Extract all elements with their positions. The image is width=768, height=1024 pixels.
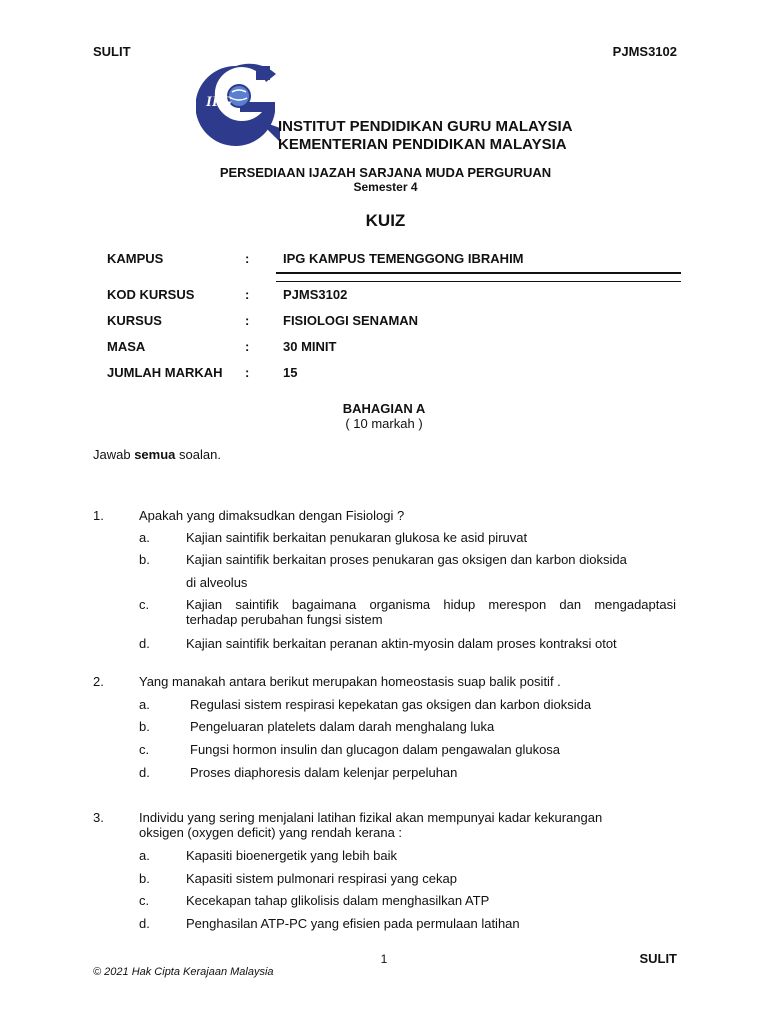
info-value: IPG KAMPUS TEMENGGONG IBRAHIM <box>283 251 524 266</box>
info-label: KAMPUS <box>107 251 164 266</box>
header-course-code: PJMS3102 <box>612 44 677 59</box>
option-label: d. <box>139 636 150 651</box>
question-text: Apakah yang dimaksudkan dengan Fisiologi ? <box>139 508 405 523</box>
option-label: c. <box>139 893 150 908</box>
ipg-logo <box>196 62 284 152</box>
info-label: JUMLAH MARKAH <box>107 365 223 380</box>
question-number: 1. <box>93 508 104 523</box>
info-separator: : <box>245 313 250 328</box>
option-label: a. <box>139 530 150 545</box>
option-text: Kapasiti sistem pulmonari respirasi yang cekap <box>186 871 457 886</box>
institution-name: INSTITUT PENDIDIKAN GURU MALAYSIA <box>278 118 573 135</box>
option-text: Kecekapan tahap glikolisis dalam menghasilkan ATP <box>186 893 490 908</box>
option-label: b. <box>139 552 150 567</box>
page-number: 1 <box>380 952 388 966</box>
info-label: KURSUS <box>107 313 162 328</box>
section-marks: ( 10 markah ) <box>345 416 423 431</box>
option-text: Kajian saintifik berkaitan proses penukaran gas oksigen dan karbon dioksida <box>186 552 627 567</box>
info-value: 30 MINIT <box>283 339 337 354</box>
info-separator: : <box>245 251 250 266</box>
option-label: a. <box>139 697 150 712</box>
ministry-name: KEMENTERIAN PENDIDIKAN MALAYSIA <box>278 136 567 153</box>
option-text: Kapasiti bioenergetik yang lebih baik <box>186 848 398 863</box>
divider-thin <box>276 281 681 282</box>
info-label: KOD KURSUS <box>107 287 195 302</box>
option-text: Kajian saintifik berkaitan peranan aktin-myosin dalam proses kontraksi otot <box>186 636 617 651</box>
info-separator: : <box>245 287 250 302</box>
question-text: Yang manakah antara berikut merupakan homeostasis suap balik positif . <box>139 674 561 689</box>
option-label: d. <box>139 765 150 780</box>
svg-text:IPG: IPG <box>206 94 232 110</box>
info-label: MASA <box>107 339 146 354</box>
option-text-continued: terhadap perubahan fungsi sistem <box>186 612 383 627</box>
option-label: a. <box>139 848 150 863</box>
option-label: c. <box>139 742 150 757</box>
instruction: Jawab semua soalan. <box>93 447 221 462</box>
question-number: 3. <box>93 810 104 825</box>
option-label: b. <box>139 719 150 734</box>
exam-title: KUIZ <box>365 211 406 230</box>
info-separator: : <box>245 339 250 354</box>
footer-classification: SULIT <box>639 951 677 966</box>
divider-thick <box>276 272 681 274</box>
info-value: PJMS3102 <box>283 287 348 302</box>
option-text: Regulasi sistem respirasi kepekatan gas oksigen dan karbon dioksida <box>190 697 592 712</box>
option-text: Kajian saintifik berkaitan penukaran glukosa ke asid piruvat <box>186 530 528 545</box>
program-title: PERSEDIAAN IJAZAH SARJANA MUDA PERGURUAN <box>219 165 552 180</box>
semester-label: Semester 4 <box>353 180 418 194</box>
option-text: Pengeluaran platelets dalam darah menghalang luka <box>190 719 495 734</box>
question-number: 2. <box>93 674 104 689</box>
info-separator: : <box>245 365 250 380</box>
option-text: Proses diaphoresis dalam kelenjar perpeluhan <box>190 765 458 780</box>
info-value: 15 <box>283 365 298 380</box>
option-text: Penghasilan ATP-PC yang efisien pada permulaan latihan <box>186 916 520 931</box>
question-text: Individu yang sering menjalani latihan fizikal akan mempunyai kadar kekurangan <box>139 810 603 825</box>
question-text-continued: oksigen (oxygen deficit) yang rendah kerana : <box>139 825 403 840</box>
header-classification: SULIT <box>93 44 131 59</box>
option-text-continued: di alveolus <box>186 575 248 590</box>
section-title: BAHAGIAN A <box>342 401 426 416</box>
option-text: Fungsi hormon insulin dan glucagon dalam pengawalan glukosa <box>190 742 561 757</box>
option-label: d. <box>139 916 150 931</box>
info-value: FISIOLOGI SENAMAN <box>283 313 419 328</box>
option-text: Kajian saintifik bagaimana organisma hidup merespon dan mengadaptasi <box>186 597 676 612</box>
option-label: c. <box>139 597 150 612</box>
copyright-notice: © 2021 Hak Cipta Kerajaan Malaysia <box>93 966 274 978</box>
option-label: b. <box>139 871 150 886</box>
